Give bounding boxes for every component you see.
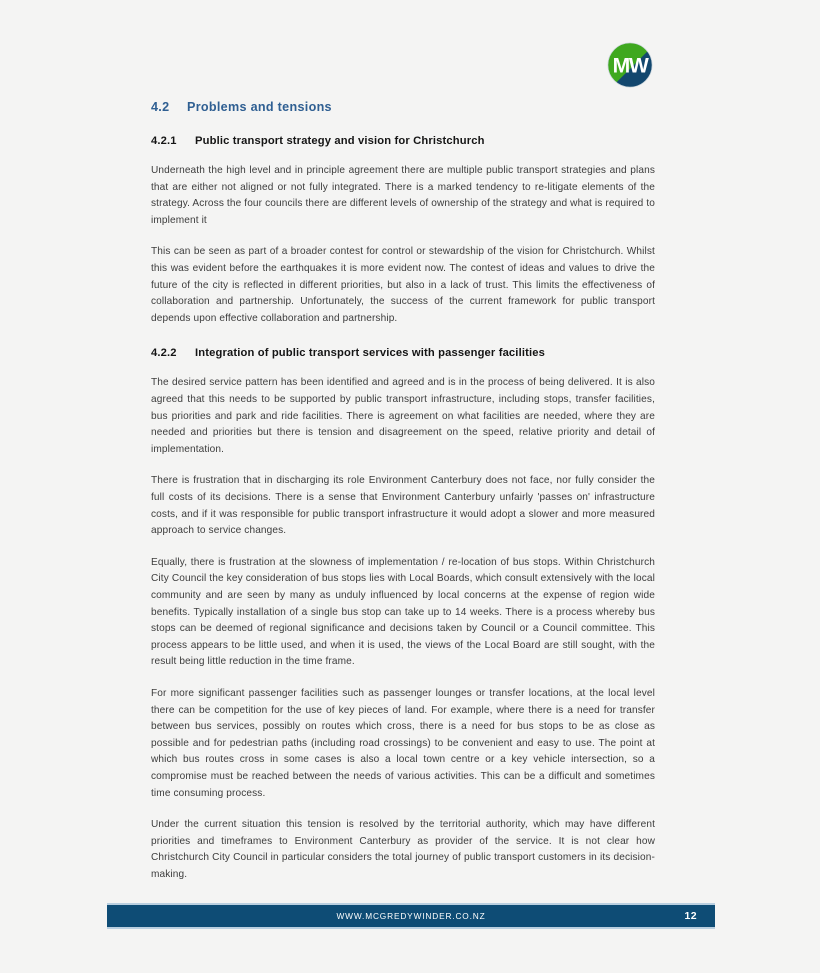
mw-logo-icon [606, 41, 654, 89]
paragraph: Underneath the high level and in principle agreement there are multiple public transport strategies and plans that are either not aligned or not fully integrated. There is a marked tendency to re-litigate elements of the strategy. Across the four councils there are different levels of ownership of the strategy and what is required to implement it [151, 165, 655, 226]
document-body [151, 100, 655, 898]
section-number: 4.2 [151, 100, 170, 114]
subsection-number: 4.2.1 [151, 135, 177, 148]
paragraph: Under the current situation this tension is resolved by the territorial authority, which may have different priorities and timeframes to Environment Canterbury as provider of the service. It is not clear how Christchurch City Council in particular considers the total journey of public transport customers in its decision-making. [151, 819, 655, 880]
subsection-number: 4.2.2 [151, 347, 177, 360]
footer-website-url: WWW.MCGREDYWINDER.CO.NZ [336, 911, 486, 921]
paragraph: The desired service pattern has been identified and agreed and is in the process of being delivered. It is also agreed that this needs to be supported by public transport infrastructure, including stops, transfer facilities, bus priorities and park and ride facilities. There is agreement on what facilities are needed, where they are needed and priorities but there is tension and disagreement on the speed, relative priority and detail of implementation. [151, 377, 655, 455]
subsection-heading-4-2-1 [151, 134, 655, 148]
subsection-heading-4-2-2 [151, 346, 655, 360]
svg-text:MW: MW [612, 54, 648, 78]
page-footer [107, 903, 715, 929]
section-title: Problems and tensions [187, 100, 332, 114]
company-logo [606, 41, 654, 89]
paragraph: This can be seen as part of a broader contest for control or stewardship of the vision for Christchurch. Whilst this was evident before the earthquakes it is more evident now. The contest of ideas and values to drive the future of the city is reflected in different priorities, but also in a lack of trust. This limits the effectiveness of collaboration and partnership. Unfortunately, the success of the current framework for public transport depends upon effective collaboration and partnership. [151, 246, 655, 324]
page-number: 12 [684, 910, 697, 922]
paragraph: There is frustration that in discharging its role Environment Canterbury does not face, nor fully consider the full costs of its decisions. There is a sense that Environment Canterbury unfairly 'passes on' infrastructure costs, and if it was responsible for public transport infrastructure it would adopt a slower and more measured approach to service changes. [151, 475, 655, 537]
paragraph: For more significant passenger facilities such as passenger lounges or transfer locations, at the local level there can be competition for the use of key pieces of land. For example, where there is a need for transfer between bus services, possibly on routes which cross, there is a need for bus stops to be as close as possible and for pedestrian paths (including road crossings) to be convenient and easy to use. The point at which bus routes cross in some cases is also a local town centre or a key vehicle intersection, so a compromise must be reached between the needs of various activities. This can be a difficult and sometimes time consuming process. [151, 687, 655, 799]
subsection-title: Public transport strategy and vision for Christchurch [195, 135, 485, 148]
section-heading [151, 100, 655, 115]
subsection-title: Integration of public transport services with passenger facilities [195, 347, 545, 360]
paragraph: Equally, there is frustration at the slowness of implementation / re-location of bus stops. Within Christchurch City Council the key consideration of bus stops lies with Local Boards, which consult extensively with the local community and are seen by many as unduly influenced by local concerns at the expense of region wide benefits. Typically installation of a single bus stop can take up to 14 weeks. There is a process whereby bus stops can be deemed of regional significance and decisions taken by Council or a Council committee. This process appears to be little used, and when it is used, the views of the Local Board are still sought, with the result being little reduction in the time frame. [151, 556, 655, 668]
